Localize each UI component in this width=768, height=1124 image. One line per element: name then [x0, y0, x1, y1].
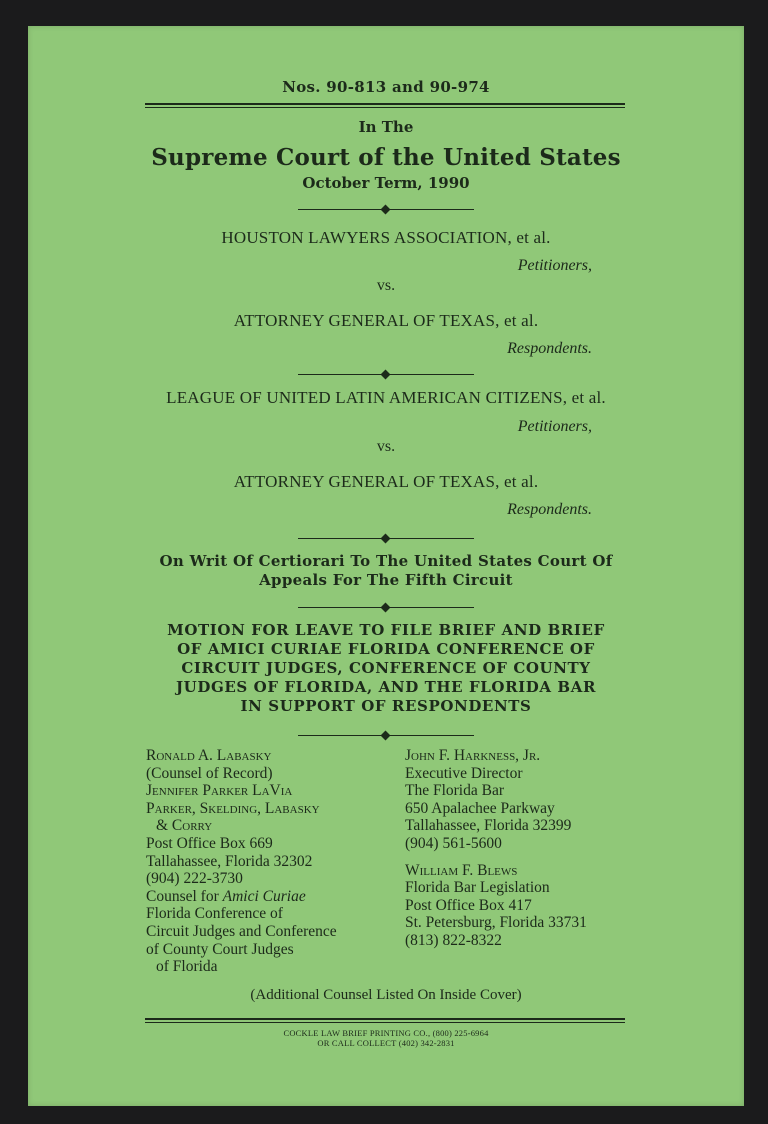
phone-number: (904) 561-5600 [405, 834, 502, 852]
motion-title [28, 621, 744, 716]
counsel-name: William F. Blews [405, 861, 518, 879]
double-rule-top-a [145, 103, 625, 105]
motion-line: CIRCUIT JUDGES, CONFERENCE OF COUNTY [181, 659, 591, 677]
counsel-role: (Counsel of Record) [146, 764, 273, 782]
printer-line: OR CALL COLLECT (402) 342-2831 [317, 1038, 455, 1048]
organization: Florida Bar Legislation [405, 879, 550, 897]
motion-line: JUDGES OF FLORIDA, AND THE FLORIDA BAR [175, 678, 597, 696]
case2-respondent-role: Respondents. [507, 501, 592, 518]
court-name: Supreme Court of the United States [151, 144, 621, 171]
ornament-divider [298, 603, 474, 613]
ornament-divider [298, 370, 474, 380]
organization: The Florida Bar [405, 782, 505, 800]
motion-line: MOTION FOR LEAVE TO FILE BRIEF AND BRIEF [167, 621, 605, 639]
writ-line: On Writ Of Certiorari To The United States Court Of [159, 552, 613, 570]
counsel-name: Jennifer Parker LaVia [146, 782, 293, 800]
writ-line: Appeals For The Fifth Circuit [259, 571, 513, 589]
client-line: of Florida [156, 958, 218, 976]
printer-credit [28, 1028, 744, 1048]
address-line: Tallahassee, Florida 32302 [146, 852, 313, 870]
client-line: Circuit Judges and Conference [146, 922, 337, 940]
counsel-name: John F. Harkness, Jr. [405, 747, 541, 764]
docket-number: Nos. 90-813 and 90-974 [282, 78, 490, 96]
double-rule-bottom-a [145, 1018, 625, 1020]
client-line: of County Court Judges [146, 940, 294, 958]
motion-line: IN SUPPORT OF RESPONDENTS [240, 697, 532, 715]
brief-cover [28, 26, 744, 1106]
law-firm: & Corry [156, 817, 213, 835]
case1-respondent-role: Respondents. [507, 340, 592, 357]
case2-vs: vs. [376, 438, 396, 455]
law-firm: Parker, Skelding, Labasky [146, 799, 320, 817]
address-line: St. Petersburg, Florida 33731 [405, 914, 587, 932]
counsel-name: Ronald A. Labasky [146, 747, 272, 764]
double-rule-top-b [145, 107, 625, 108]
case2-respondent: ATTORNEY GENERAL OF TEXAS, et al. [233, 472, 539, 491]
address-line: Post Office Box 669 [146, 834, 273, 852]
case2-petitioner-role: Petitioners, [517, 418, 592, 435]
amici-curiae-label: Amici Curiae [222, 887, 306, 905]
case1-petitioner-role: Petitioners, [517, 257, 592, 274]
address-line: Post Office Box 417 [405, 896, 532, 914]
counsel-for-line [146, 888, 337, 906]
ornament-divider [298, 205, 474, 215]
writ-statement [28, 552, 744, 590]
client-line: Florida Conference of [146, 905, 283, 923]
case1-vs: vs. [376, 277, 396, 294]
case1-respondent: ATTORNEY GENERAL OF TEXAS, et al. [233, 311, 539, 330]
court-term: October Term, 1990 [302, 174, 470, 192]
counsel-title: Executive Director [405, 764, 523, 782]
ornament-divider [298, 534, 474, 544]
counsel-for-label: Counsel for [146, 887, 223, 905]
counsel-left-column [146, 747, 337, 976]
case2-petitioner: LEAGUE OF UNITED LATIN AMERICAN CITIZENS, et al. [166, 388, 606, 407]
address-line: Tallahassee, Florida 32399 [405, 817, 572, 835]
additional-counsel-note: (Additional Counsel Listed On Inside Cover) [250, 987, 522, 1003]
printer-line: COCKLE LAW BRIEF PRINTING CO., (800) 225-6964 [283, 1028, 489, 1038]
motion-line: OF AMICI CURIAE FLORIDA CONFERENCE OF [177, 640, 595, 658]
in-the-label: In The [358, 118, 414, 136]
ornament-divider [298, 731, 474, 741]
phone-number: (813) 822-8322 [405, 931, 502, 949]
address-line: 650 Apalachee Parkway [405, 799, 555, 817]
case1-petitioner: HOUSTON LAWYERS ASSOCIATION, et al. [221, 228, 551, 247]
double-rule-bottom-b [145, 1022, 625, 1023]
phone-number: (904) 222-3730 [146, 870, 243, 888]
counsel-right-column [405, 747, 587, 950]
